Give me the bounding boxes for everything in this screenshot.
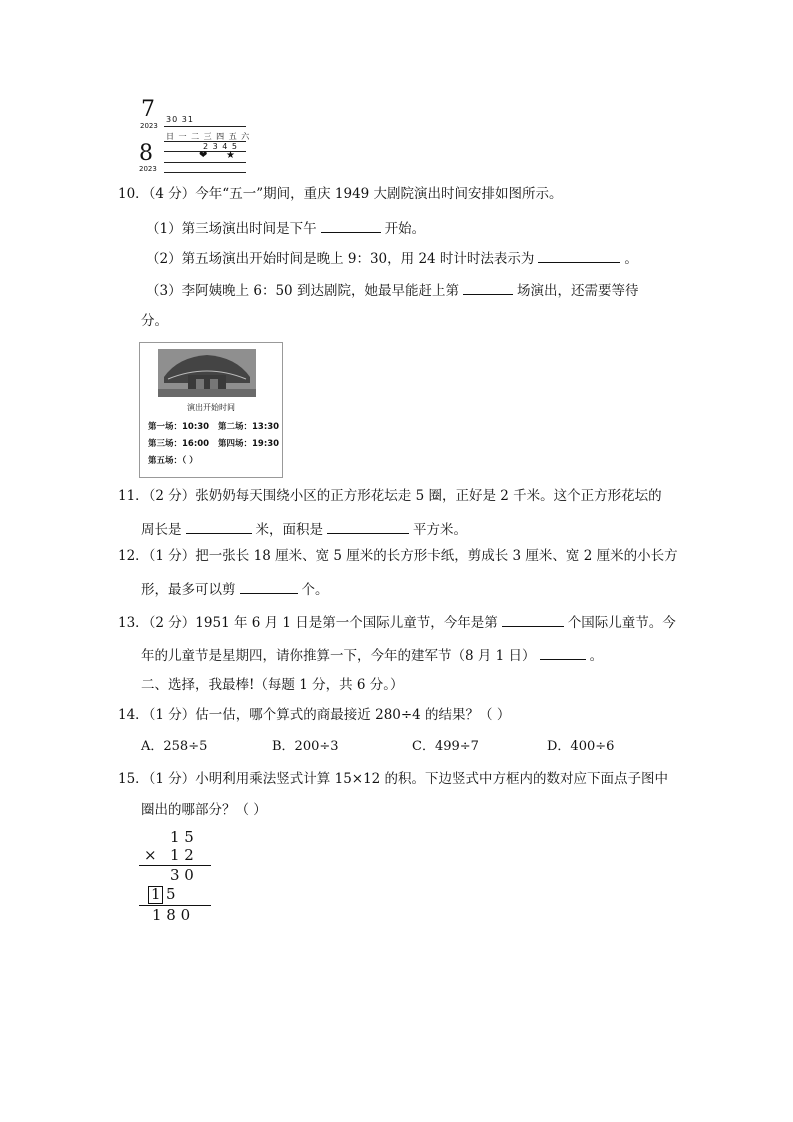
partial-product-1: 3 0 [170,866,194,884]
heart-icon: ❤ [199,150,208,161]
q10-part1: （1）第三场演出时间是下午 开始。 [146,218,425,238]
times-sign: × [144,846,157,864]
q14-option-d[interactable]: D．400÷6 [547,739,615,754]
q12-line2: 形，最多可以剪 个。 [141,579,329,599]
calendar-july-month: 7 [141,97,155,122]
q10-part3-cont: 分。 [141,313,168,329]
calendar-aug-year: 2023 [139,165,157,173]
schedule-show-4: 第四场：19:30 [218,439,280,449]
q12-line1: 12．（1 分）把一张长 18 厘米、宽 5 厘米的长方形卡纸，剪成长 3 厘米、宽 2 厘米的小长方 [118,548,678,564]
q11-line1: 11．（2 分）张奶奶每天围绕小区的正方形花坛走 5 圈，正好是 2 千米。这个正方形花坛的 [118,488,662,504]
q14-stem: 14．（1 分）估一估，哪个算式的商最接近 280÷4 的结果？（ ） [118,707,511,723]
q14-option-a[interactable]: A．258÷5 [141,739,208,754]
star-icon: ★ [226,150,235,161]
q13-line2: 年的儿童节是星期四，请你推算一下，今年的建军节（8 月 1 日） 。 [141,645,603,665]
section-heading: 二、选择，我最棒!（每题 1 分，共 6 分。） [141,677,404,693]
calendar-aug-weekdays: 日 一 二 三 四 五 六 [166,132,251,141]
schedule-show-3: 第三场：16:00 [148,439,210,449]
q15-line1: 15．（1 分）小明利用乘法竖式计算 15×12 的积。下边竖式中方框内的数对应下面点子图中 [118,771,669,787]
schedule-show-2: 第二场：13:30 [218,422,280,432]
calendar-july-days: 30 31 [166,115,194,124]
answer-blank[interactable] [327,519,409,534]
q11-line2: 周长是 米，面积是 平方米。 [141,519,467,539]
calendar-july-year: 2023 [140,122,158,130]
multiplier: 1 2 [170,846,194,864]
q15-line2: 圈出的哪部分？（ ） [141,802,267,818]
multiplicand: 1 5 [170,828,194,846]
schedule-show-1: 第一场：10:30 [148,422,210,432]
q14-option-c[interactable]: C．499÷7 [412,739,479,754]
answer-blank[interactable] [502,612,564,627]
boxed-digit: 1 [151,885,161,903]
answer-blank[interactable] [240,579,298,594]
q10-stem: 10．（4 分）今年“五一”期间，重庆 1949 大剧院演出时间安排如图所示。 [118,186,563,202]
calendar-rule [164,126,246,127]
answer-blank[interactable] [186,519,252,534]
calendar-rule [164,172,246,173]
answer-blank[interactable] [538,248,620,263]
calendar-aug-month: 8 [139,141,153,166]
theater-photo [158,349,256,397]
calendar-aug-dates: 2 3 4 5 [203,142,238,151]
schedule-title: 演出开始时间 [187,403,235,412]
schedule-show-5: 第五场：（ ） [148,456,198,466]
calendar-rule [164,162,246,163]
q13-line1: 13．（2 分）1951 年 6 月 1 日是第一个国际儿童节，今年是第 个国际儿童节。今 [118,612,676,632]
partial-product-2-rest: 5 [166,885,176,903]
q10-part2: （2）第五场演出开始时间是晚上 9：30，用 24 时计时法表示为 。 [146,248,638,268]
answer-blank[interactable] [463,280,513,295]
answer-blank[interactable] [540,645,586,660]
q14-option-b[interactable]: B．200÷3 [272,739,339,754]
q10-part3: （3）李阿姨晚上 6：50 到达剧院，她最早能赶上第 场演出，还需要等待 [146,280,638,300]
theater-schedule-image [139,342,283,478]
final-product: 1 8 0 [152,906,191,924]
answer-blank[interactable] [321,218,381,233]
